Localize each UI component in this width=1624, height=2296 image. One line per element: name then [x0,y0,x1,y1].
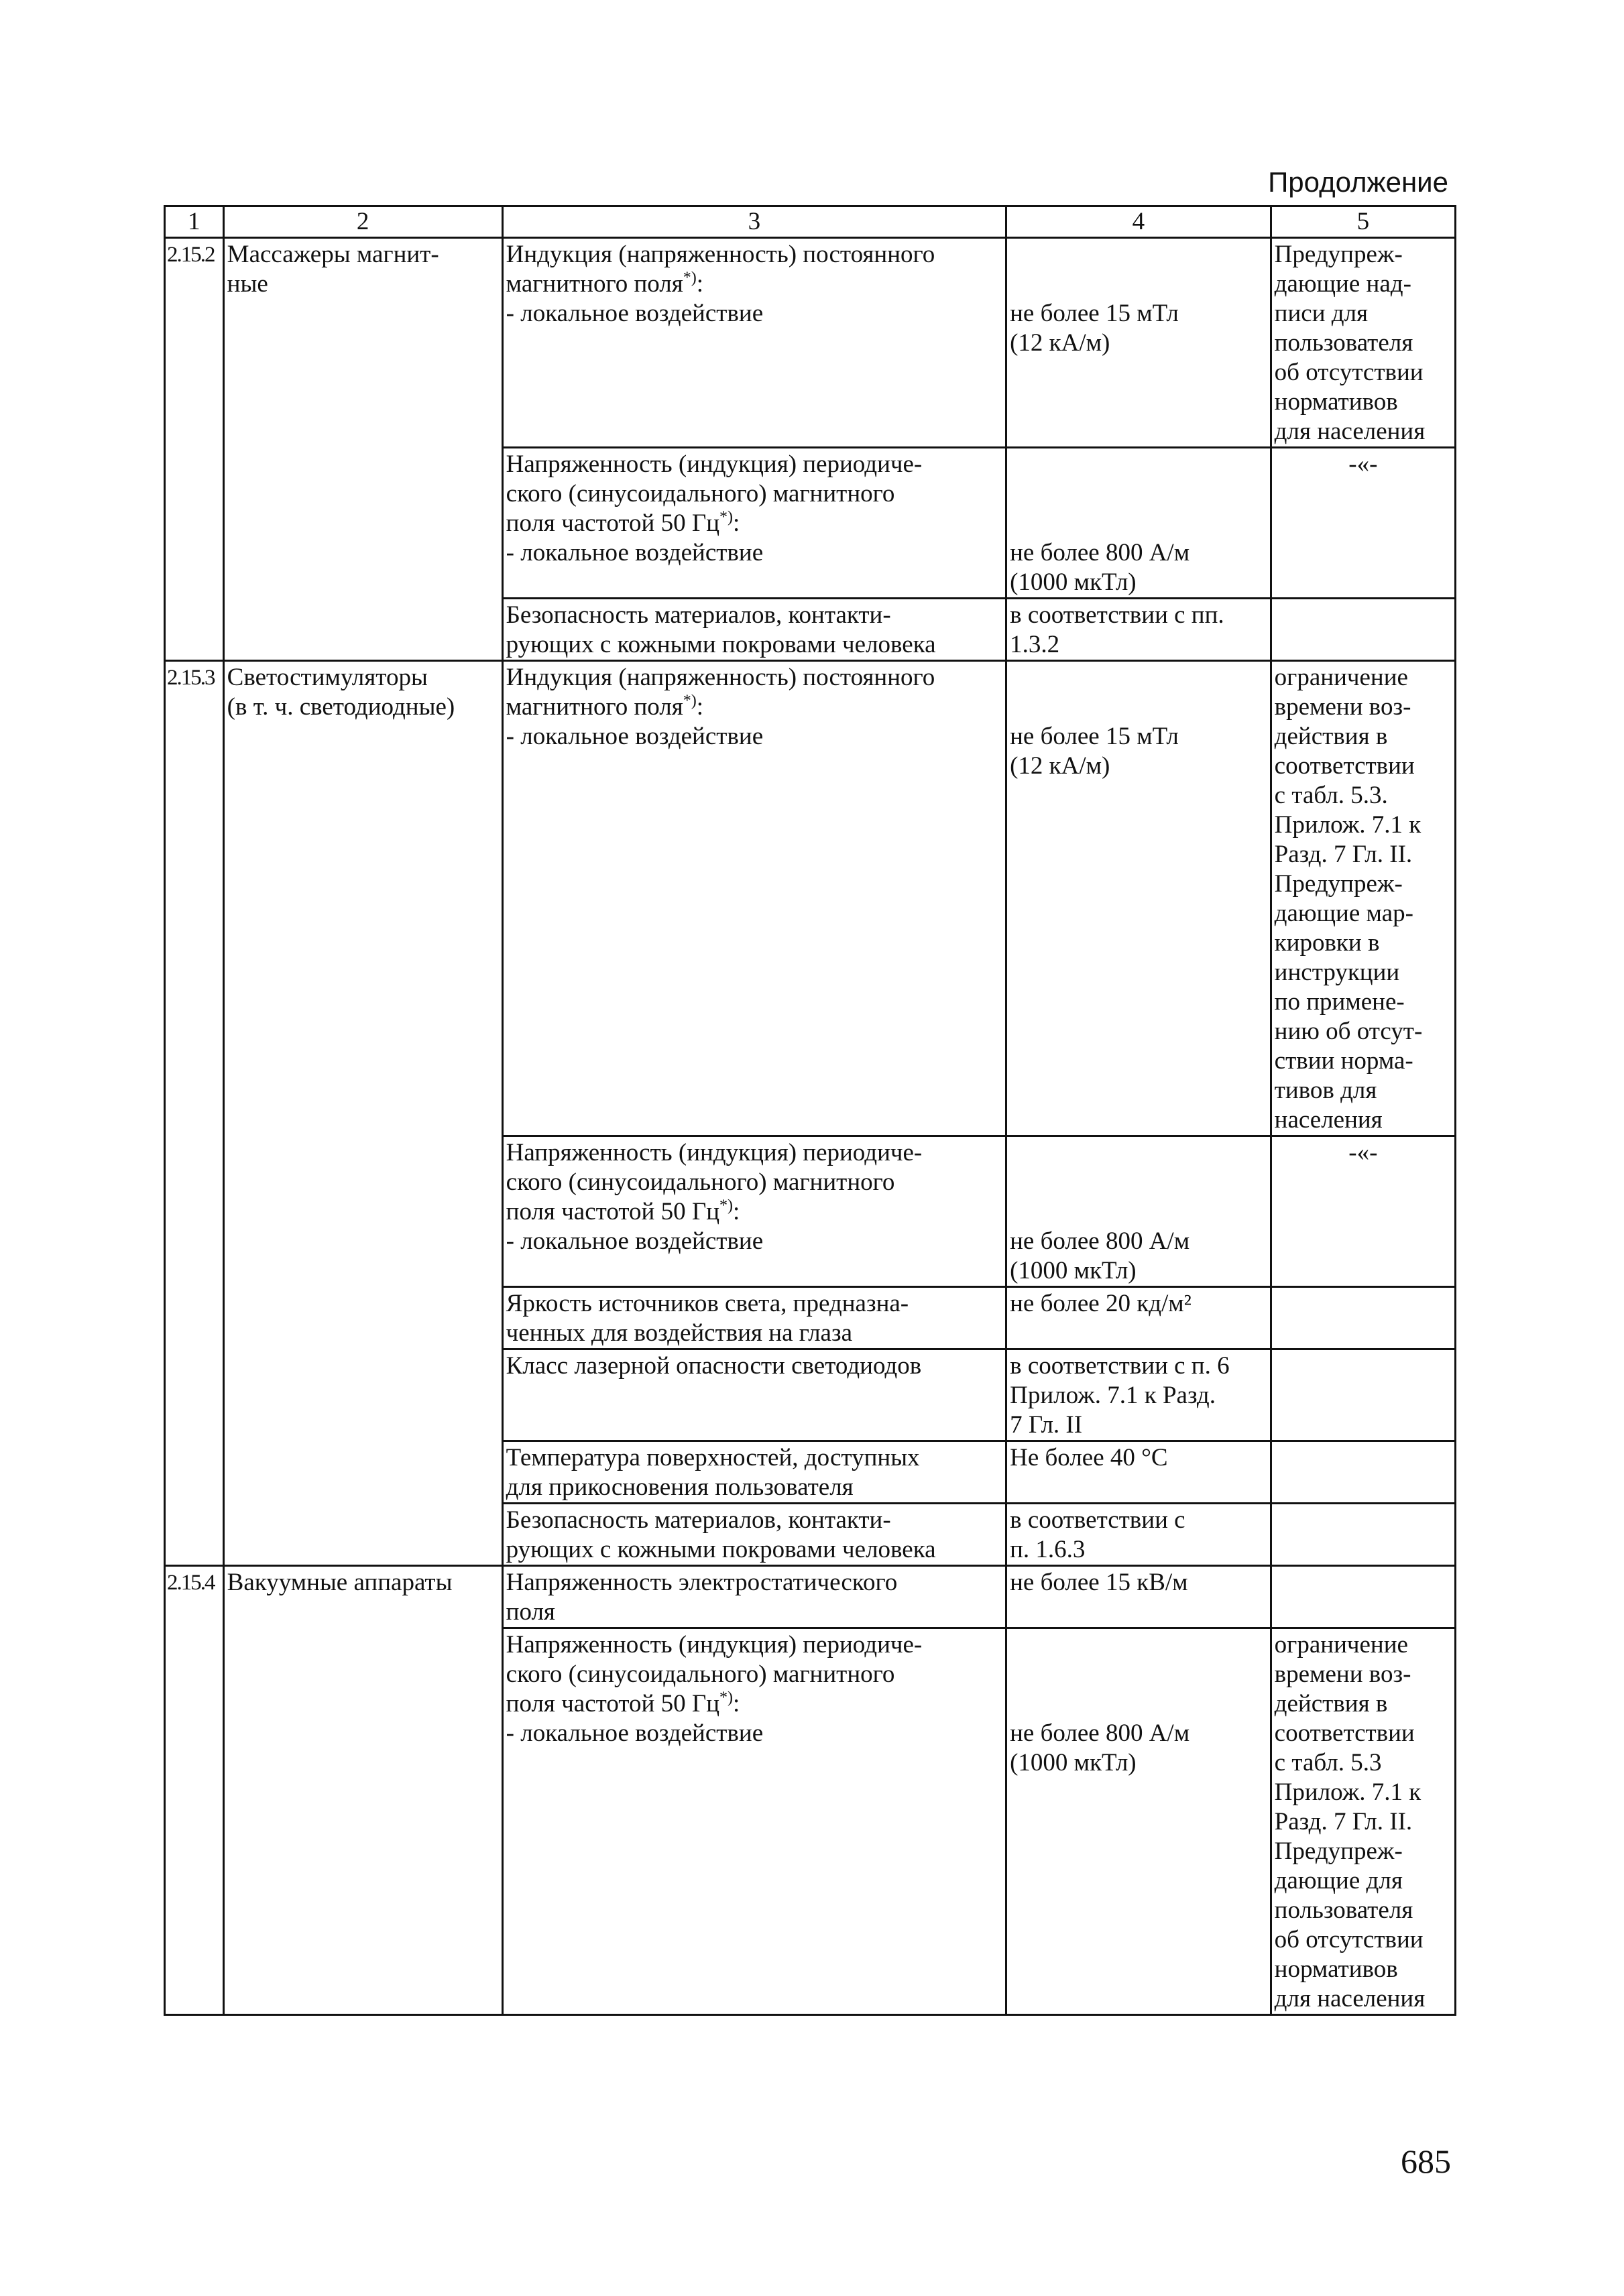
note-cell: -«- [1271,448,1455,599]
column-header-1: 1 [165,206,224,238]
parameter-cell [502,1136,1006,1287]
table-header [165,206,1456,238]
limit-value [1006,1287,1271,1349]
limit-value-text: не более 800 А/м (1000 мкТл) [1010,1227,1190,1284]
parameter-text: Класс лазерной опасности светодиодов [506,1352,922,1380]
table-row [165,661,1456,1136]
note-cell [1271,599,1455,661]
header-row [165,206,1456,238]
column-header-3: 3 [502,206,1006,238]
parameter-cell [502,661,1006,1136]
parameter-text: Яркость источников света, предназна- ченных для воздействия на глаза [506,1290,909,1347]
limit-value [1006,599,1271,661]
limit-value-text: не более 15 кВ/м [1010,1569,1188,1596]
column-header-4: 4 [1006,206,1271,238]
limit-value-text: не более 15 мТл (12 кА/м) [1010,723,1179,780]
exposure-type: - локальное воздействие [506,539,764,566]
parameter-text: Напряженность (индукция) периодиче- ского (синусоидального) магнитного поля частотой 50 Гц*): [506,1139,923,1225]
note-cell [1271,1441,1455,1504]
exposure-type: - локальное воздействие [506,1227,764,1255]
limit-value [1006,1628,1271,2015]
limit-value [1006,1566,1271,1628]
regulation-table [164,205,1456,2016]
exposure-type: - локальное воздействие [506,300,764,327]
parameter-cell [502,1287,1006,1349]
parameter-text: Напряженность электростатического поля [506,1569,898,1626]
limit-value-text: не более 800 А/м (1000 мкТл) [1010,1719,1190,1776]
note-cell: ограничение времени воз- действия в соответствии с табл. 5.3. Прилож. 7.1 к Разд. 7 Гл. II. Предупреж- дающие мар- кировки в инструкции по примене- нию об отсут- ствии норма- тивов для населения [1271,661,1455,1136]
exposure-type: - локальное воздействие [506,1719,764,1747]
table-row [165,1566,1456,1628]
limit-value-text: в соответствии с п. 6 Прилож. 7.1 к Разд. 7 Гл. II [1010,1352,1230,1439]
device-name: Светостимуляторы (в т. ч. светодиодные) [223,661,502,1566]
item-number: 2.15.2 [165,238,224,661]
note-cell [1271,1504,1455,1566]
column-header-5: 5 [1271,206,1455,238]
note-cell: ограничение времени воз- действия в соответствии с табл. 5.3 Прилож. 7.1 к Разд. 7 Гл. II. Предупреж- дающие для пользователя об отсутствии нормативов для населения [1271,1628,1455,2015]
parameter-text: Безопасность материалов, контакти- рующих с кожными покровами человека [506,1506,936,1563]
device-name: Массажеры магнит- ные [223,238,502,661]
note-cell [1271,1287,1455,1349]
parameter-cell [502,1504,1006,1566]
limit-value [1006,238,1271,448]
limit-value-text: не более 20 кд/м² [1010,1290,1192,1317]
parameter-cell [502,1566,1006,1628]
limit-value-text: не более 15 мТл (12 кА/м) [1010,300,1179,357]
parameter-cell [502,1628,1006,2015]
note-cell [1271,1566,1455,1628]
table-row [165,238,1456,448]
limit-value [1006,448,1271,599]
page-number: 685 [1401,2142,1451,2180]
parameter-text: Безопасность материалов, контакти- рующих с кожными покровами человека [506,601,936,658]
limit-value-text: Не более 40 °С [1010,1444,1168,1471]
parameter-cell [502,1349,1006,1441]
parameter-cell [502,1441,1006,1504]
limit-value [1006,1349,1271,1441]
limit-value-text: не более 800 А/м (1000 мкТл) [1010,539,1190,596]
parameter-text: Напряженность (индукция) периодиче- ского (синусоидального) магнитного поля частотой 50 Гц*): [506,450,923,537]
item-number: 2.15.3 [165,661,224,1566]
limit-value [1006,1136,1271,1287]
parameter-cell [502,599,1006,661]
parameter-text: Температура поверхностей, доступных для прикосновения пользователя [506,1444,920,1501]
note-cell: -«- [1271,1136,1455,1287]
parameter-cell [502,448,1006,599]
parameter-text: Напряженность (индукция) периодиче- ского (синусоидального) магнитного поля частотой 50 Гц*): [506,1631,923,1717]
exposure-type: - локальное воздействие [506,723,764,750]
device-name: Вакуумные аппараты [223,1566,502,2015]
limit-value-text: в соответствии с п. 1.6.3 [1010,1506,1185,1563]
column-header-2: 2 [223,206,502,238]
item-number: 2.15.4 [165,1566,224,2015]
limit-value [1006,1441,1271,1504]
parameter-text: Индукция (напряженность) постоянного магнитного поля*): [506,241,935,298]
parameter-cell [502,238,1006,448]
limit-value-text: в соответствии с пп. 1.3.2 [1010,601,1224,658]
continuation-label: Продолжение [1268,166,1448,198]
note-cell [1271,1349,1455,1441]
table-body [165,238,1456,2015]
parameter-text: Индукция (напряженность) постоянного магнитного поля*): [506,664,935,721]
limit-value [1006,1504,1271,1566]
note-cell: Предупреж- дающие над- писи для пользователя об отсутствии нормативов для населения [1271,238,1455,448]
limit-value [1006,661,1271,1136]
